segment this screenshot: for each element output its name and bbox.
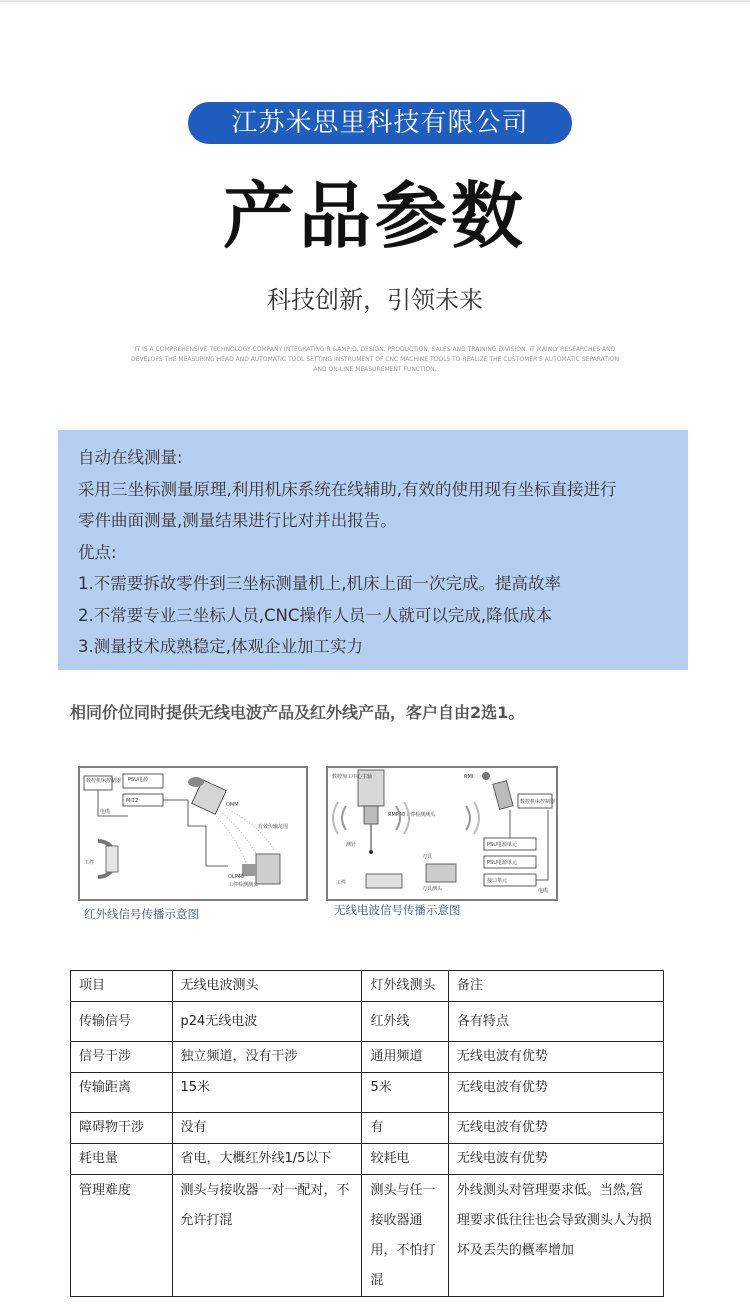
radio-label-work: 工件 bbox=[336, 880, 347, 886]
table-cell: 省电，大概红外线1/5以下 bbox=[172, 1144, 362, 1175]
radio-label-psu1: PSU电源单元 bbox=[487, 842, 517, 848]
table-cell: 有 bbox=[362, 1113, 448, 1144]
table-cell: 红外线 bbox=[362, 1002, 448, 1042]
ir-label-work: 工件 bbox=[84, 860, 95, 866]
ir-label-mi: MI12 bbox=[126, 798, 139, 804]
advantage-item: 2.不常要专业三坐标人员,CNC操作人员一人就可以完成,降低成本 bbox=[78, 605, 553, 625]
table-cell: 无线电波有优势 bbox=[448, 1073, 663, 1113]
radio-label-cnc: 数控机床控制器 bbox=[520, 799, 556, 805]
table-row bbox=[71, 1113, 664, 1144]
radio-label-stylus: 测针 bbox=[346, 842, 357, 848]
table-cell: 耗电量 bbox=[71, 1144, 173, 1175]
radio-label-rmi: RMI bbox=[464, 774, 474, 780]
ir-label-olp: OLP40 bbox=[228, 874, 245, 880]
page-title: 产品参数 bbox=[222, 174, 527, 258]
radio-label-setter: 刀具测头 bbox=[422, 886, 443, 892]
ir-label-probe: 工件检测测头 bbox=[228, 882, 259, 888]
advantage-item: 3.测量技术成熟稳定,体观企业加工实力 bbox=[78, 637, 363, 656]
table-row bbox=[71, 1042, 664, 1073]
table-cell: 信号干涉 bbox=[71, 1042, 173, 1073]
table-cell: 测头与接收器一对一配对，不允许打混 bbox=[172, 1175, 362, 1297]
top-divider bbox=[0, 0, 750, 2]
info-line: 采用三坐标测量原理,利用机床系统在线辅助,有效的使用现有坐标直接进行 bbox=[78, 479, 617, 499]
ir-label-psu: PSU电源 bbox=[128, 777, 148, 783]
table-cell: 通用频道 bbox=[362, 1042, 448, 1073]
radio-label-psu2: PSU电源单元 bbox=[487, 860, 517, 866]
radio-label-interface: 接口单元 bbox=[487, 878, 508, 884]
table-cell: 测头与任一接收器通用，不怕打混 bbox=[362, 1175, 448, 1297]
info-line: 零件曲面测量,测量结果进行比对并出报告。 bbox=[78, 511, 397, 530]
table-cell: 无线电波有优势 bbox=[448, 1113, 663, 1144]
radio-label-rmp: RMP40工件检测测头 bbox=[388, 812, 436, 818]
table-cell: 较耗电 bbox=[362, 1144, 448, 1175]
table-cell: 传输距离 bbox=[71, 1073, 173, 1113]
table-cell: 5米 bbox=[362, 1073, 448, 1113]
table-row bbox=[71, 1175, 664, 1297]
table-row bbox=[71, 1144, 664, 1175]
ir-label-cable: 电缆 bbox=[100, 809, 111, 815]
table-cell: 管理难度 bbox=[71, 1175, 173, 1297]
table-cell: 无线电波有优势 bbox=[448, 1144, 663, 1175]
table-cell: 障碍物干涉 bbox=[71, 1113, 173, 1144]
radio-label-spindle: 数控加工中心主轴 bbox=[332, 774, 373, 780]
ir-label-cnc: 数控机床控制器 bbox=[86, 778, 122, 784]
table-cell: 外线测头对管理要求低。当然,管理要求低往往也会导致测头人为损坏及丢失的概率增加 bbox=[448, 1175, 663, 1297]
feature-info-box bbox=[58, 430, 688, 670]
table-cell: 15米 bbox=[172, 1073, 362, 1113]
advantage-item: 1.不需要拆故零件到三坐标测量机上,机床上面一次完成。提高故率 bbox=[78, 574, 561, 593]
table-header-cell: 灯外线测头 bbox=[362, 971, 448, 1002]
advantages-heading: 优点: bbox=[78, 542, 117, 562]
table-header-cell: 备注 bbox=[448, 971, 663, 1002]
radio-diagram bbox=[326, 766, 558, 926]
english-description: IT IS A COMPREHENSIVE TECHNOLOGY COMPANY INTEGRATING R &AMP;D, DESIGN, PRODUCTION, SALES AND TRAINING DIVISION. IT MAINLY RESEARCHES AND DEVELOPS THE MEASURING HEAD AND AUTOMATIC TOOL SETTING INSTRUMENT OF CNC MACHINE TOOLS TO REALIZE THE CUSTOMER'S AUTOMATIC SEPARATION AND ON-LINE MEASUREMENT FUNCTION. bbox=[131, 346, 619, 373]
info-heading: 自动在线测量: bbox=[78, 448, 183, 467]
infrared-diagram bbox=[78, 766, 308, 926]
company-name-badge: 江苏米思里科技有限公司 bbox=[188, 102, 572, 144]
product-choice-notice: 相同价位同时提供无线电波产品及红外线产品，客户自由2选1。 bbox=[70, 703, 525, 722]
table-cell: 无线电波有优势 bbox=[448, 1042, 663, 1073]
table-row bbox=[71, 1002, 664, 1042]
ir-label-zone: 有效传输范围 bbox=[258, 824, 289, 830]
table-header-row bbox=[71, 971, 664, 1002]
table-cell: 没有 bbox=[172, 1113, 362, 1144]
radio-caption: 无线电波信号传播示意图 bbox=[334, 903, 461, 917]
table-cell: 各有特点 bbox=[448, 1002, 663, 1042]
comparison-table bbox=[70, 970, 664, 1297]
table-cell: 传输信号 bbox=[71, 1002, 173, 1042]
table-header-cell: 无线电波测头 bbox=[172, 971, 362, 1002]
table-row bbox=[71, 1073, 664, 1113]
radio-label-tool: 刀具 bbox=[422, 854, 433, 860]
radio-label-cable: 电缆 bbox=[538, 888, 549, 894]
table-cell: p24无线电波 bbox=[172, 1002, 362, 1042]
slogan: 科技创新，引领未来 bbox=[267, 286, 483, 314]
table-header-cell: 项目 bbox=[71, 971, 173, 1002]
table-cell: 独立频道，没有干涉 bbox=[172, 1042, 362, 1073]
infrared-schematic bbox=[78, 766, 308, 901]
infrared-caption: 红外线信号传播示意图 bbox=[84, 907, 199, 921]
ir-label-omm: OMM bbox=[226, 802, 239, 808]
radio-schematic bbox=[326, 766, 558, 901]
